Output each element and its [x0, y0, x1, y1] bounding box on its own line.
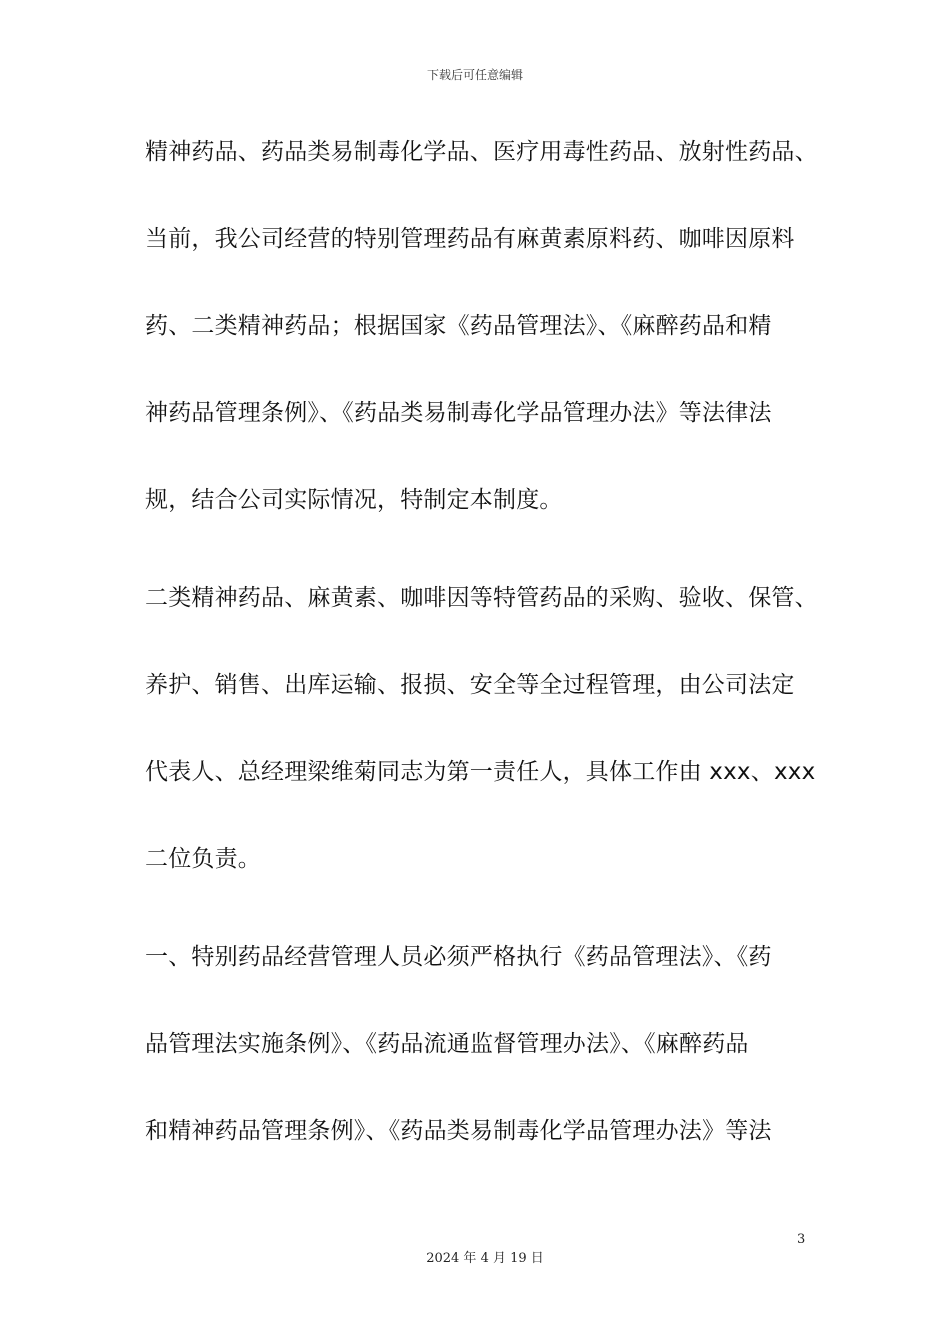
text-line: 代表人、总经理梁维菊同志为第一责任人，具体工作由 xxx、xxx: [145, 759, 816, 785]
footer-date: 2024 年 4 月 19 日: [426, 1251, 544, 1266]
text-line: 规，结合公司实际情况，特制定本制度。: [145, 487, 563, 513]
text-line: 二类精神药品、麻黄素、咖啡因等特管药品的采购、验收、保管、: [145, 585, 818, 611]
text-line: 品管理法实施条例》、《药品流通监督管理办法》、《麻醉药品: [145, 1031, 749, 1057]
text-line: 一、特别药品经营管理人员必须严格执行《药品管理法》、《药: [145, 944, 772, 970]
text-line: 精神药品、药品类易制毒化学品、医疗用毒性药品、放射性药品、: [145, 139, 818, 165]
text-line: 和精神药品管理条例》、《药品类易制毒化学品管理办法》等法: [145, 1118, 772, 1144]
text-line: 神药品管理条例》、《药品类易制毒化学品管理办法》等法律法: [145, 400, 772, 426]
text-line: 药、二类精神药品；根据国家《药品管理法》、《麻醉药品和精: [145, 313, 772, 339]
text-line: 二位负责。: [145, 846, 261, 872]
page-number: 3: [797, 1232, 806, 1247]
text-line: 当前，我公司经营的特别管理药品有麻黄素原料药、咖啡因原料: [145, 226, 795, 252]
header-note: 下载后可任意编辑: [426, 68, 523, 82]
text-line: 养护、销售、出库运输、报损、安全等全过程管理，由公司法定: [145, 672, 795, 698]
